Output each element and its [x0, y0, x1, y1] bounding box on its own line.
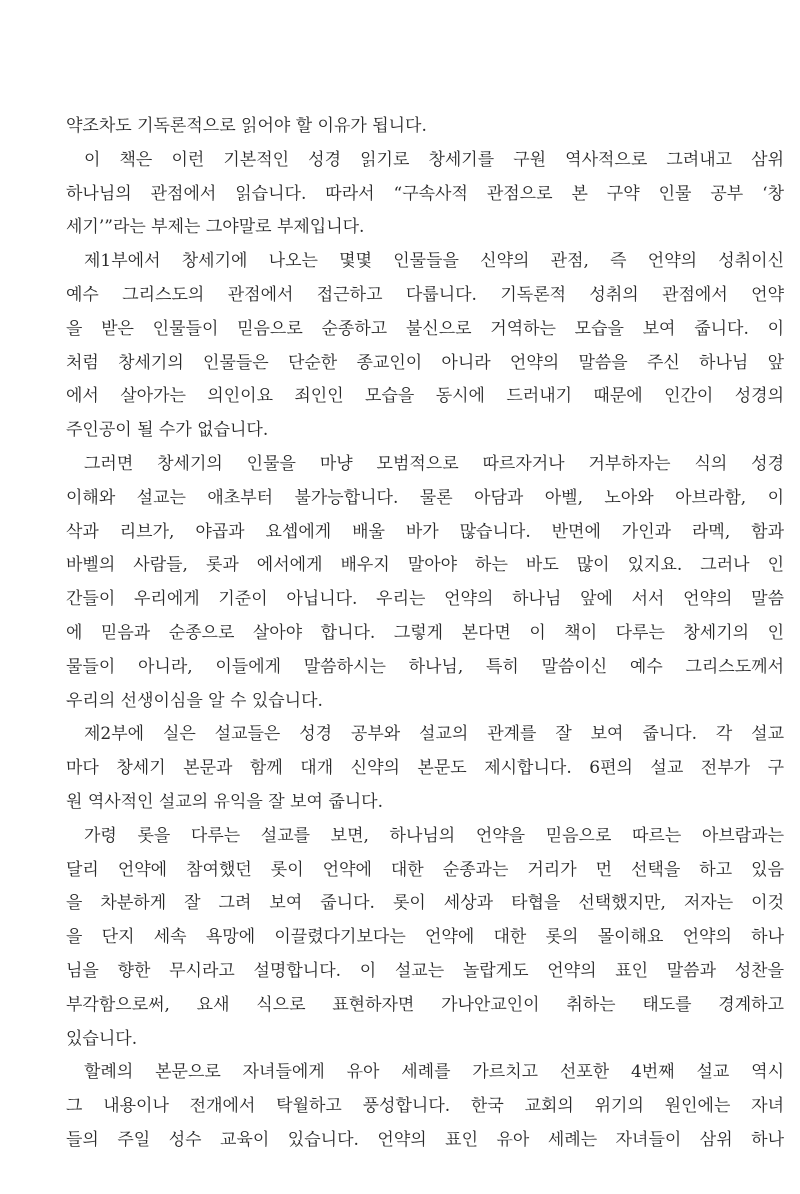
paragraph-first-line: 그러면 창세기의 인물을 마냥 모범적으로 따르자거나 거부하자는 식의 성경	[84, 453, 784, 474]
text-line: 그 내용이나 전개에서 탁월하고 풍성합니다. 한국 교회의 위기의 원인에는 자녀	[66, 1096, 784, 1117]
text-line: 간들이 우리에게 기준이 아닙니다. 우리는 언약의 하나님 앞에 서서 언약의 말씀	[66, 589, 784, 610]
paragraph-first-line: 이 책은 이런 기본적인 성경 읽기로 창세기를 구원 역사적으로 그려내고 삼위	[84, 149, 784, 170]
text-line: 삭과 리브가, 야곱과 요셉에게 배울 바가 많습니다. 반면에 가인과 라멕, 함과	[66, 521, 784, 542]
text-line: 예수 그리스도의 관점에서 접근하고 다룹니다. 기독론적 성취의 관점에서 언약	[66, 284, 784, 305]
text-line: 하나님의 관점에서 읽습니다. 따라서 “구속사적 관점으로 본 구약 인물 공부 ‘창	[66, 183, 784, 204]
text-line: 우리의 선생이심을 알 수 있습니다.	[66, 690, 323, 711]
text-line: 들의 주일 성수 교육이 있습니다. 언약의 표인 유아 세례는 자녀들이 삼위 하나	[66, 1129, 784, 1150]
text-line: 이해와 설교는 애초부터 불가능합니다. 물론 아담과 아벨, 노아와 아브라함, 이	[66, 487, 784, 508]
paragraph-first-line: 제1부에서 창세기에 나오는 몇몇 인물들을 신약의 관점, 즉 언약의 성취이신	[84, 251, 784, 272]
text-line: 있습니다.	[66, 1028, 138, 1049]
text-line: 에 믿음과 순종으로 살아야 합니다. 그렇게 본다면 이 책이 다루는 창세기의 인	[66, 622, 784, 643]
text-line: 을 받은 인물들이 믿음으로 순종하고 불신으로 거역하는 모습을 보여 줍니다. 이	[66, 318, 784, 339]
text-line: 달리 언약에 참여했던 롯이 언약에 대한 순종과는 거리가 먼 선택을 하고 있음	[66, 859, 784, 880]
text-line: 처럼 창세기의 인물들은 단순한 종교인이 아니라 언약의 말씀을 주신 하나님 앞	[66, 352, 784, 373]
paragraph-first-line: 제2부에 실은 설교들은 성경 공부와 설교의 관계를 잘 보여 줍니다. 각 설교	[84, 724, 784, 745]
text-line: 님을 향한 무시라고 설명합니다. 이 설교는 놀랍게도 언약의 표인 말씀과 성찬을	[66, 960, 784, 981]
paragraph-first-line: 가령 롯을 다루는 설교를 보면, 하나님의 언약을 믿음으로 따르는 아브람과는	[84, 825, 784, 846]
text-line: 을 단지 세속 욕망에 이끌렸다기보다는 언약에 대한 롯의 몰이해요 언약의 하나	[66, 927, 784, 948]
text-line: 마다 창세기 본문과 함께 대개 신약의 본문도 제시합니다. 6편의 설교 전부가 구	[66, 758, 784, 779]
text-line: 주인공이 될 수가 없습니다.	[66, 420, 269, 441]
text-line: 에서 살아가는 의인이요 죄인인 모습을 동시에 드러내기 때문에 인간이 성경의	[66, 386, 784, 407]
text-line: 세기’”라는 부제는 그야말로 부제입니다.	[66, 217, 365, 238]
text-line: 을 차분하게 잘 그려 보여 줍니다. 롯이 세상과 타협을 선택했지만, 저자는 이것	[66, 893, 784, 914]
text-line: 바벨의 사람들, 롯과 에서에게 배우지 말아야 하는 바도 많이 있지요. 그러나 인	[66, 555, 784, 576]
text-line: 부각함으로써, 요새 식으로 표현하자면 가나안교인이 취하는 태도를 경계하고	[66, 994, 784, 1015]
paragraph-first-line: 할례의 본문으로 자녀들에게 유아 세례를 가르치고 선포한 4번째 설교 역시	[84, 1062, 784, 1083]
text-line: 원 역사적인 설교의 유익을 잘 보여 줍니다.	[66, 791, 384, 812]
body-text	[66, 110, 784, 1158]
text-line: 약조차도 기독론적으로 읽어야 할 이유가 됩니다.	[66, 116, 427, 136]
text-line: 물들이 아니라, 이들에게 말씀하시는 하나님, 특히 말씀이신 예수 그리스도께서	[66, 656, 784, 677]
